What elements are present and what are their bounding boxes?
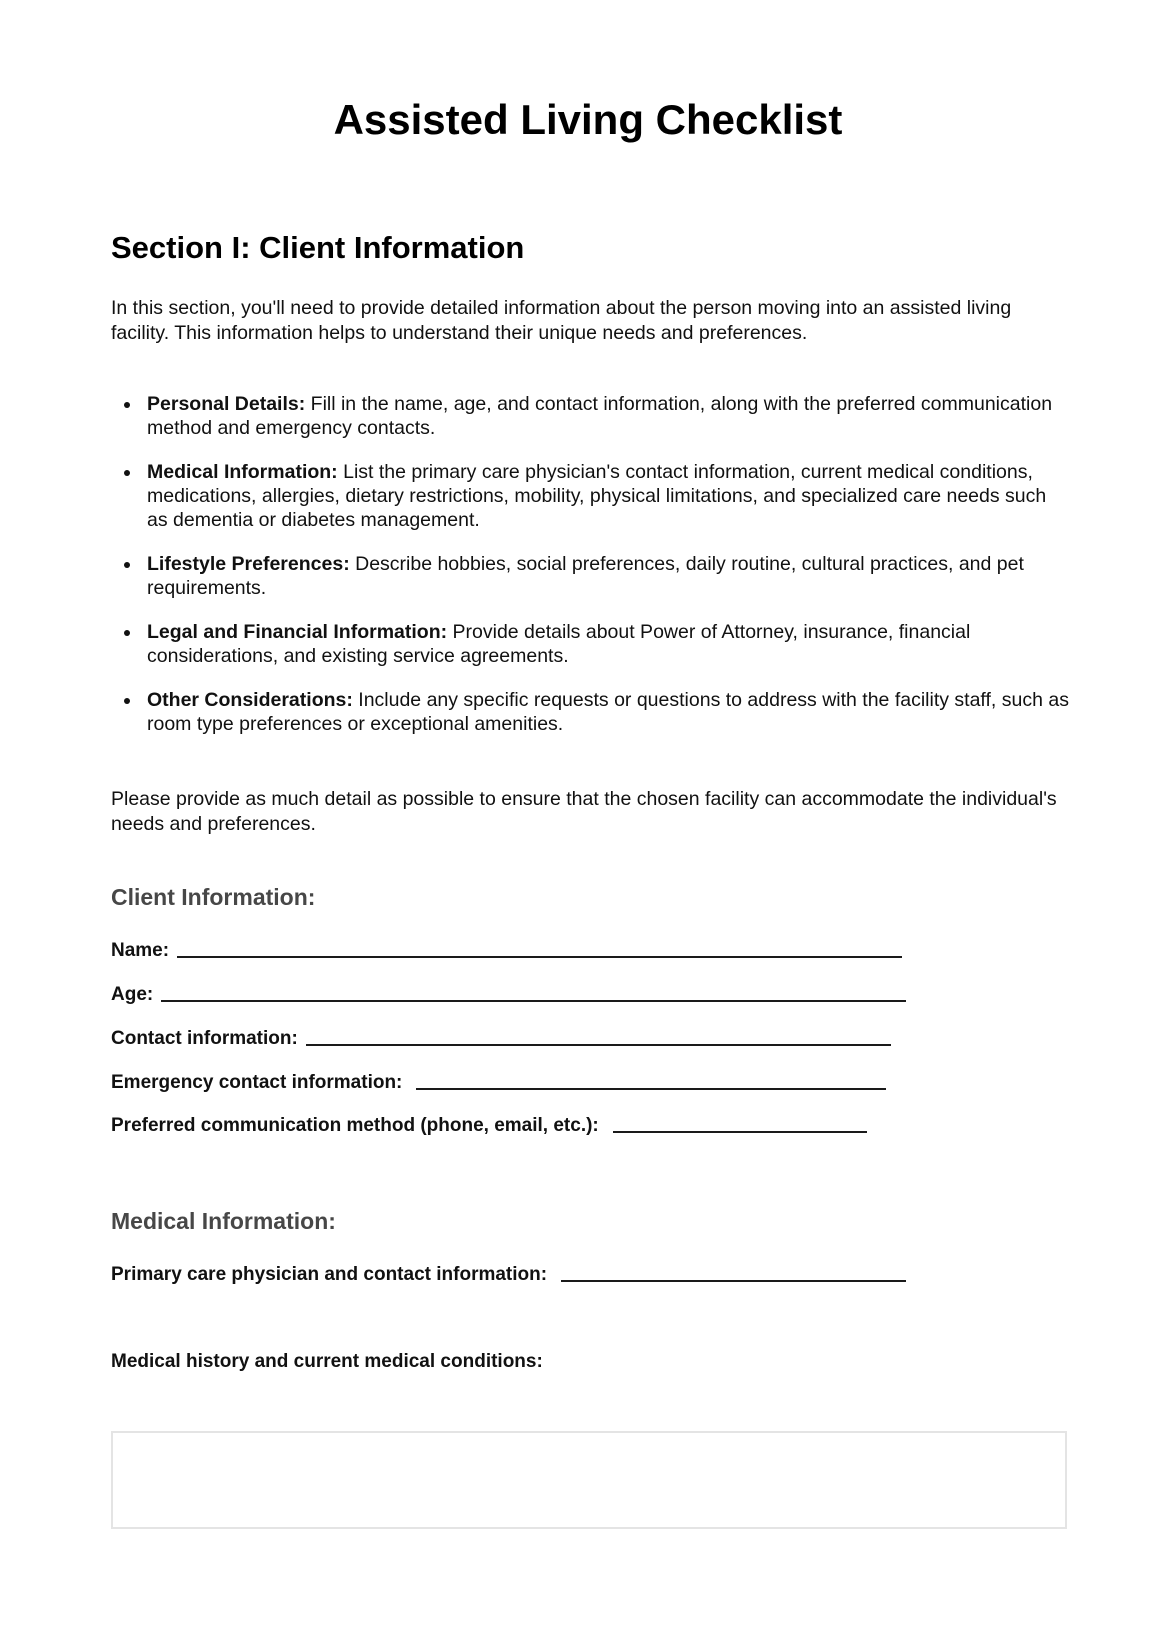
intro-paragraph: In this section, you'll need to provide detailed information about the person moving into an assisted living facility. This information helps to understand their unique needs and preferences. [111, 297, 1012, 344]
closing-paragraph: Please provide as much detail as possible to ensure that the chosen facility can accommodate the individual's needs and preferences. [111, 788, 1057, 835]
bullet-icon [124, 470, 130, 476]
preferred-communication-input-line[interactable] [613, 1131, 867, 1133]
age-input-line[interactable] [161, 1000, 906, 1002]
list-item-text: Include any specific requests or questions to address with the facility staff, such as room type preferences or exceptional amenities. [147, 689, 1069, 735]
list-item [147, 620, 1071, 668]
list-item [147, 552, 1071, 600]
instruction-list [111, 392, 1071, 756]
list-item-label: Medical Information: [147, 461, 338, 483]
client-info-heading: Client Information: [111, 884, 316, 910]
physician-label: Primary care physician and contact information: [111, 1264, 548, 1285]
list-item-text: Describe hobbies, social preferences, daily routine, cultural practices, and pet requirements. [147, 553, 1024, 599]
list-item-label: Lifestyle Preferences: [147, 553, 350, 575]
document-title: Assisted Living Checklist [333, 96, 843, 143]
preferred-communication-field [111, 1115, 867, 1137]
emergency-contact-label: Emergency contact information: [111, 1072, 403, 1093]
list-item-label: Personal Details: [147, 393, 306, 415]
preferred-communication-label: Preferred communication method (phone, email, etc.): [111, 1115, 599, 1136]
physician-field [111, 1264, 906, 1286]
medical-history-textarea[interactable] [111, 1431, 1067, 1529]
bullet-icon [124, 402, 130, 408]
list-item-text: Fill in the name, age, and contact information, along with the preferred communication method and emergency contacts. [147, 393, 1053, 439]
bullet-icon [124, 698, 130, 704]
medical-info-heading: Medical Information: [111, 1208, 336, 1234]
list-item [147, 392, 1071, 440]
list-item [147, 460, 1071, 532]
list-item [147, 688, 1071, 736]
bullet-icon [124, 630, 130, 636]
contact-info-input-line[interactable] [306, 1044, 891, 1046]
list-item-text: List the primary care physician's contact information, current medical conditions, medications, allergies, dietary restrictions, mobility, physical limitations, and specialized care needs such as dementia or diabetes management. [147, 461, 1047, 531]
age-label: Age: [111, 984, 154, 1005]
name-label: Name: [111, 940, 170, 961]
medical-history-label: Medical history and current medical conditions: [111, 1351, 543, 1372]
emergency-contact-field [111, 1072, 886, 1094]
physician-input-line[interactable] [561, 1280, 906, 1282]
age-field [111, 984, 906, 1006]
emergency-contact-input-line[interactable] [416, 1088, 886, 1090]
list-item-text: Provide details about Power of Attorney, insurance, financial considerations, and existing service agreements. [147, 621, 971, 667]
list-item-label: Legal and Financial Information: [147, 621, 448, 643]
contact-info-field [111, 1028, 891, 1050]
list-item-label: Other Considerations: [147, 689, 353, 711]
bullet-icon [124, 562, 130, 568]
name-field [111, 940, 902, 962]
medical-history-field [111, 1351, 543, 1373]
section-heading: Section I: Client Information [111, 230, 525, 265]
name-input-line[interactable] [177, 956, 902, 958]
contact-info-label: Contact information: [111, 1028, 298, 1049]
